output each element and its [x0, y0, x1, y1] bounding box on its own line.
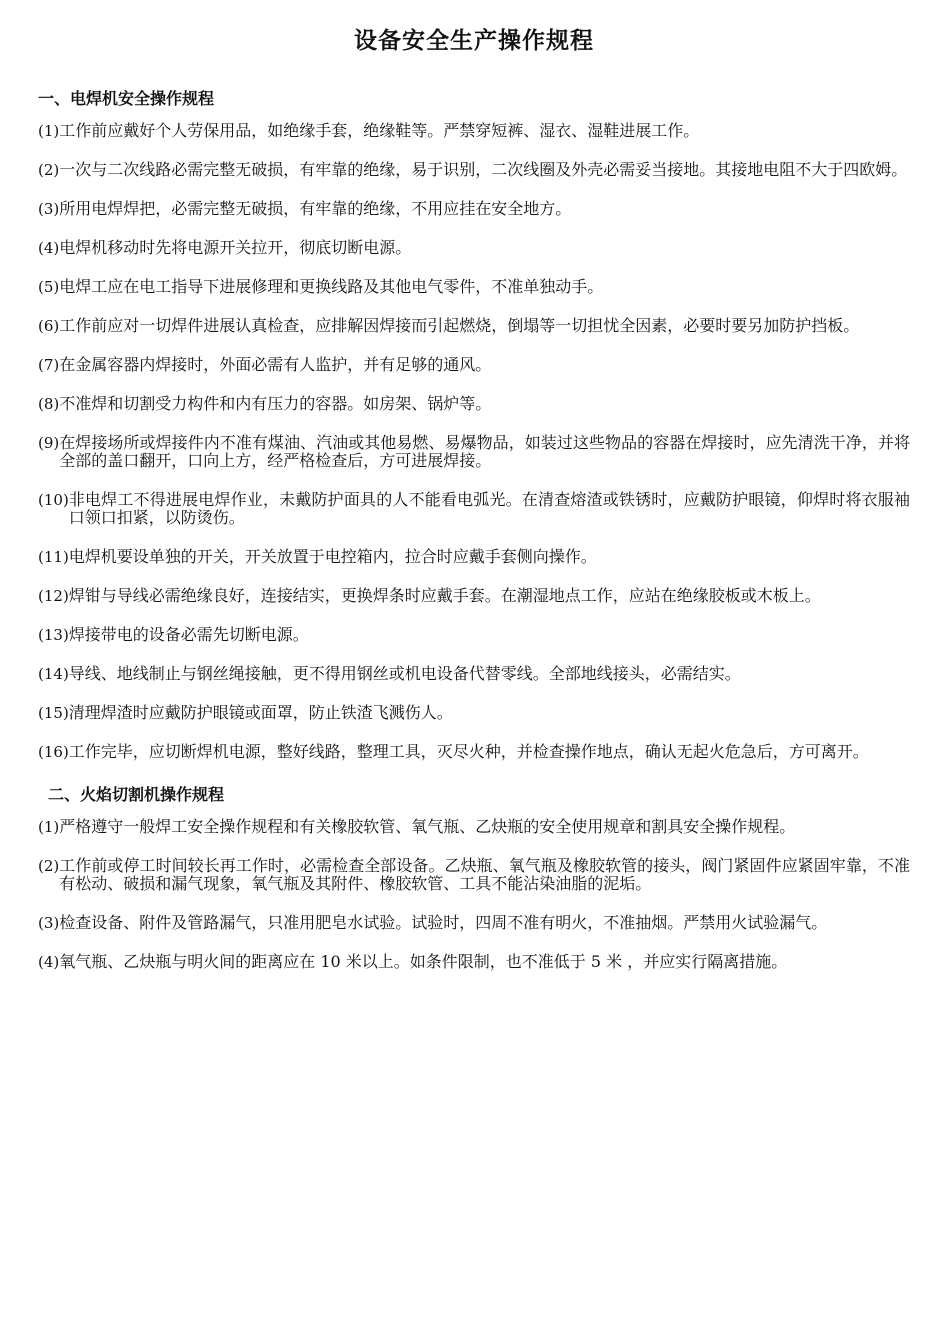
list-item	[38, 161, 910, 179]
item-number: (11)	[38, 548, 69, 566]
item-text: 工作前应戴好个人劳保用品，如绝缘手套，绝缘鞋等。严禁穿短裤、湿衣、湿鞋进展工作。	[59, 121, 700, 140]
list-item	[38, 122, 910, 140]
item-text: 导线、地线制止与钢丝绳接触，更不得用钢丝或机电设备代替零线。全部地线接头，必需结实。	[68, 664, 741, 683]
list-item	[38, 317, 910, 335]
item-number: (2)	[38, 857, 60, 875]
item-number: (8)	[38, 395, 60, 413]
item-text: 所用电焊焊把，必需完整无破损，有牢靠的绝缘，不用应挂在安全地方。	[59, 199, 572, 218]
list-item	[38, 704, 910, 722]
item-text: 非电焊工不得进展电焊作业，未戴防护面具的人不能看电弧光。在清查熔渣或铁锈时，应戴防护眼镜，仰焊时将衣服袖口领口扣紧，以防烫伤。	[68, 490, 910, 527]
item-number: (4)	[38, 239, 60, 257]
item-text: 在焊接场所或焊接件内不准有煤油、汽油或其他易燃、易爆物品，如装过这些物品的容器在焊接时，应先清洗干净，并将全部的盖口翻开，口向上方，经严格检查后，方可进展焊接。	[59, 433, 910, 470]
item-number: (14)	[38, 665, 69, 683]
item-number: (3)	[38, 200, 60, 218]
list-item	[38, 665, 910, 683]
list-item	[38, 395, 910, 413]
item-text: 在金属容器内焊接时，外面必需有人监护，并有足够的通风。	[59, 355, 492, 374]
list-item	[38, 626, 910, 644]
list-item	[38, 953, 910, 971]
list-item	[38, 491, 910, 527]
item-text: 氧气瓶、乙炔瓶与明火间的距离应在 10 米以上。如条件限制，也不准低于 5 米 ，并应实行隔离措施。	[59, 952, 788, 971]
item-text: 电焊机要设单独的开关，开关放置于电控箱内，拉合时应戴手套侧向操作。	[68, 547, 597, 566]
section-heading: 二、火焰切割机操作规程	[48, 785, 225, 804]
list-item	[38, 548, 910, 566]
item-number: (15)	[38, 704, 69, 722]
item-number: (6)	[38, 317, 60, 335]
list-item	[38, 857, 910, 893]
item-number: (12)	[38, 587, 69, 605]
item-text: 工作前或停工时间较长再工作时，必需检查全部设备。乙炔瓶、氧气瓶及橡胶软管的接头，阀门紧固件应紧固牢靠，不准有松动、破损和漏气现象，氧气瓶及其附件、橡胶软管、工具不能沾染油脂的泥垢。	[59, 856, 910, 893]
item-number: (7)	[38, 356, 60, 374]
item-number: (16)	[38, 743, 69, 761]
item-text: 检查设备、附件及管路漏气，只准用肥皂水试验。试验时，四周不准有明火，不准抽烟。严禁用火试验漏气。	[59, 913, 828, 932]
item-number: (1)	[38, 122, 60, 140]
item-number: (3)	[38, 914, 60, 932]
list-item	[38, 278, 910, 296]
item-number: (1)	[38, 818, 60, 836]
item-text: 不准焊和切割受力构件和内有压力的容器。如房架、锅炉等。	[59, 394, 492, 413]
item-number: (4)	[38, 953, 60, 971]
item-text: 焊钳与导线必需绝缘良好，连接结实，更换焊条时应戴手套。在潮湿地点工作，应站在绝缘胶板或木板上。	[68, 586, 821, 605]
list-item	[38, 200, 910, 218]
list-item	[38, 743, 910, 761]
item-number: (5)	[38, 278, 60, 296]
item-text: 电焊机移动时先将电源开关拉开，彻底切断电源。	[59, 238, 412, 257]
item-text: 焊接带电的设备必需先切断电源。	[68, 625, 309, 644]
item-number: (2)	[38, 161, 60, 179]
item-number: (10)	[38, 491, 69, 509]
item-text: 工作前应对一切焊件进展认真检查，应排解因焊接而引起燃烧，倒塌等一切担忧全因素，必要时要另加防护挡板。	[59, 316, 860, 335]
item-text: 工作完毕，应切断焊机电源，整好线路，整理工具，灭尽火种，并检查操作地点，确认无起火危急后，方可离开。	[68, 742, 869, 761]
section-heading: 一、电焊机安全操作规程	[38, 89, 215, 108]
list-item	[38, 239, 910, 257]
list-item	[38, 818, 910, 836]
list-item	[38, 587, 910, 605]
section-flame-cutting	[38, 782, 910, 971]
list-item	[38, 914, 910, 932]
section-welding	[38, 86, 910, 761]
list-item	[38, 434, 910, 470]
item-number: (13)	[38, 626, 69, 644]
item-number: (9)	[38, 434, 60, 452]
item-text: 严格遵守一般焊工安全操作规程和有关橡胶软管、氧气瓶、乙炔瓶的安全使用规章和割具安全操作规程。	[59, 817, 796, 836]
list-item	[38, 356, 910, 374]
item-text: 电焊工应在电工指导下进展修理和更换线路及其他电气零件，不准单独动手。	[59, 277, 604, 296]
item-text: 一次与二次线路必需完整无破损，有牢靠的绝缘，易于识别，二次线圈及外壳必需妥当接地。其接地电阻不大于四欧姆。	[59, 160, 908, 179]
item-text: 清理焊渣时应戴防护眼镜或面罩，防止铁渣飞溅伤人。	[68, 703, 453, 722]
document-title: 设备安全生产操作规程	[354, 28, 594, 54]
